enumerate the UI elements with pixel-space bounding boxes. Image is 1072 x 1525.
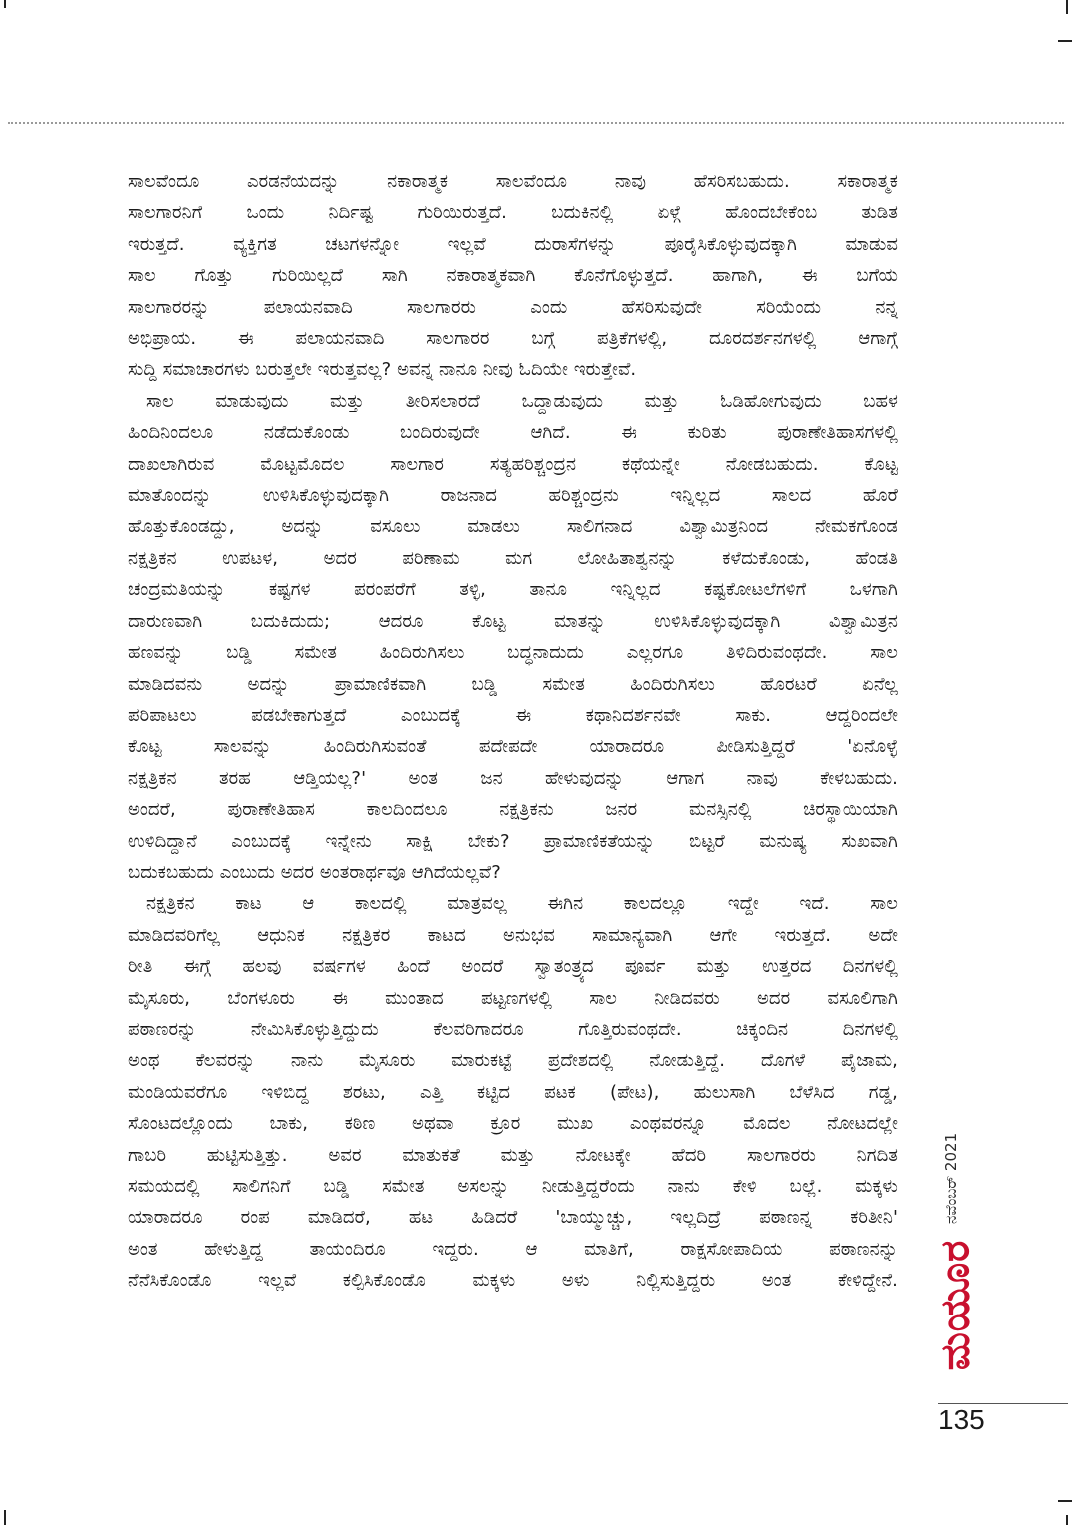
article-line: ಸಾಲ ಮಾಡುವುದು ಮತ್ತು ತೀರಿಸಲಾರದೆ ಒದ್ದಾಡುವುದು ಮತ್ತು ಓಡಿಹೋಗುವುದು ಬಹಳ xyxy=(146,390,898,412)
article-line: ನೆನೆಸಿಕೊಂಡೊ ಇಲ್ಲವೆ ಕಲ್ಪಿಸಿಕೊಂಡೊ ಮಕ್ಕಳು ಅಳು ನಿಲ್ಲಿಸುತ್ತಿದ್ದರು ಅಂತ ಕೇಳಿದ್ದೇನೆ. xyxy=(128,1270,898,1292)
article-body xyxy=(128,166,898,1297)
issue-date: ನವೆಂಬರ್ 2021 xyxy=(942,1132,960,1224)
article-line: ಸಾಲಗಾರರನ್ನು ಪಲಾಯನವಾದಿ ಸಾಲಗಾರರು ಎಂದು ಹೆಸರಿಸುವುದೇ ಸರಿಯೆಂದು ನನ್ನ xyxy=(128,296,898,318)
article-line: ಯಾರಾದರೂ ರಂಪ ಮಾಡಿದರೆ, ಹಟ ಹಿಡಿದರೆ 'ಬಾಯ್ಮುಚ್ಚು, ಇಲ್ಲದಿದ್ರೆ ಪಠಾಣನ್ನ ಕರಿತೀನಿ' xyxy=(128,1207,898,1229)
article-line: ಸಮಯದಲ್ಲಿ ಸಾಲಿಗನಿಗೆ ಬಡ್ಡಿ ಸಮೇತ ಅಸಲನ್ನು ನೀಡುತ್ತಿದ್ದರೆಂದು ನಾನು ಕೇಳಿ ಬಲ್ಲೆ. ಮಕ್ಕಳು xyxy=(128,1176,898,1197)
header-dotted-rule xyxy=(8,122,1064,124)
article-line: ಸಾಲಗಾರನಿಗೆ ಒಂದು ನಿರ್ದಿಷ್ಟ ಗುರಿಯಿರುತ್ತದೆ. ಬದುಕಿನಲ್ಲಿ ಏಳ್ಗೆ ಹೊಂದಬೇಕೆಂಬ ತುಡಿತ xyxy=(128,202,898,224)
article-line: ಸೊಂಟದಲ್ಲೊಂದು ಬಾಕು, ಕಠಿಣ ಅಥವಾ ಕ್ರೂರ ಮುಖ ಎಂಥವರನ್ನೂ ಮೊದಲ ನೋಟದಲ್ಲೇ xyxy=(128,1113,898,1135)
magazine-logo xyxy=(932,1212,978,1398)
article-line: ಪಠಾಣರನ್ನು ನೇಮಿಸಿಕೊಳ್ಳುತ್ತಿದ್ದುದು ಕೆಲವರಿಗಾದರೂ ಗೊತ್ತಿರುವಂಥದೇ. ಚಿಕ್ಕಂದಿನ ದಿನಗಳಲ್ಲಿ xyxy=(128,1018,898,1040)
crop-mark-bottom-left xyxy=(4,1510,6,1525)
crop-mark-top-left xyxy=(4,0,6,8)
magazine-name: ಮಯೂರ xyxy=(932,1239,978,1371)
article-line: ಇರುತ್ತದೆ. ವ್ಯಕ್ತಿಗತ ಚಟಗಳನ್ನೋ ಇಲ್ಲವೆ ದುರಾಸೆಗಳನ್ನು ಪೂರೈಸಿಕೊಳ್ಳುವುದಕ್ಕಾಗಿ ಮಾಡುವ xyxy=(128,233,898,255)
article-line: ಅಭಿಪ್ರಾಯ. ಈ ಪಲಾಯನವಾದಿ ಸಾಲಗಾರರ ಬಗ್ಗೆ ಪತ್ರಿಕೆಗಳಲ್ಲಿ, ದೂರದರ್ಶನಗಳಲ್ಲಿ ಆಗಾಗ್ಗೆ xyxy=(128,328,898,350)
article-line: ಹೊತ್ತುಕೊಂಡದ್ದು, ಅದನ್ನು ವಸೂಲು ಮಾಡಲು ಸಾಲಿಗನಾದ ವಿಶ್ವಾಮಿತ್ರನಿಂದ ನೇಮಕಗೊಂಡ xyxy=(128,516,898,538)
article-line: ಬದುಕಬಹುದು ಎಂಬುದು ಅದರ ಅಂತರಾರ್ಥವೂ ಆಗಿದೆಯಲ್ಲವೆ? xyxy=(128,861,501,883)
article-line: ಮಾಡಿದವನು ಅದನ್ನು ಪ್ರಾಮಾಣಿಕವಾಗಿ ಬಡ್ಡಿ ಸಮೇತ ಹಿಂದಿರುಗಿಸಲು ಹೊರಟರೆ ಏನೆಲ್ಲ xyxy=(128,673,898,695)
article-line: ದಾಖಲಾಗಿರುವ ಮೊಟ್ಟಮೊದಲ ಸಾಲಗಾರ ಸತ್ಯಹರಿಶ್ಚಂದ್ರನ ಕಥೆಯನ್ನೇ ನೋಡಬಹುದು. ಕೊಟ್ಟ xyxy=(128,453,898,475)
article-line: ಮಾಡಿದವರಿಗೆಲ್ಲ ಆಧುನಿಕ ನಕ್ಷತ್ರಿಕರ ಕಾಟದ ಅನುಭವ ಸಾಮಾನ್ಯವಾಗಿ ಆಗೇ ಇರುತ್ತದೆ. ಅದೇ xyxy=(128,924,898,946)
article-line: ಮೈಸೂರು, ಬೆಂಗಳೂರು ಈ ಮುಂತಾದ ಪಟ್ಟಣಗಳಲ್ಲಿ ಸಾಲ ನೀಡಿದವರು ಅದರ ವಸೂಲಿಗಾಗಿ xyxy=(128,987,898,1009)
article-line: ಕೊಟ್ಟ ಸಾಲವನ್ನು ಹಿಂದಿರುಗಿಸುವಂತೆ ಪದೇಪದೇ ಯಾರಾದರೂ ಪೀಡಿಸುತ್ತಿದ್ದರೆ 'ಏನೊಳ್ಳೆ xyxy=(128,736,898,758)
article-line: ಸಾಲ ಗೊತ್ತು ಗುರಿಯಿಲ್ಲದೆ ಸಾಗಿ ನಕಾರಾತ್ಮಕವಾಗಿ ಕೊನೆಗೊಳ್ಳುತ್ತದೆ. ಹಾಗಾಗಿ, ಈ ಬಗೆಯ xyxy=(128,265,898,287)
article-line: ನಕ್ಷತ್ರಿಕನ ಕಾಟ ಆ ಕಾಲದಲ್ಲಿ ಮಾತ್ರವಲ್ಲ ಈಗಿನ ಕಾಲದಲ್ಲೂ ಇದ್ದೇ ಇದೆ. ಸಾಲ xyxy=(146,893,898,915)
article-line: ನಕ್ಷತ್ರಿಕನ ಉಪಟಳ, ಅದರ ಪರಿಣಾಮ ಮಗ ಲೋಹಿತಾಶ್ವನನ್ನು ಕಳೆದುಕೊಂಡು, ಹೆಂಡತಿ xyxy=(128,547,898,569)
article-line: ರೀತಿ ಈಗ್ಗೆ ಹಲವು ವರ್ಷಗಳ ಹಿಂದೆ ಅಂದರೆ ಸ್ವಾತಂತ್ರ್ಯದ ಪೂರ್ವ ಮತ್ತು ಉತ್ತರದ ದಿನಗಳಲ್ಲಿ xyxy=(128,956,898,978)
crop-mark-top-right xyxy=(1066,0,1068,14)
article-line: ದಾರುಣವಾಗಿ ಬದುಕಿದುದು; ಆದರೂ ಕೊಟ್ಟ ಮಾತನ್ನು ಉಳಿಸಿಕೊಳ್ಳುವುದಕ್ಕಾಗಿ ವಿಶ್ವಾಮಿತ್ರನ xyxy=(128,610,898,632)
article-line: ಅಂಥ ಕೆಲವರನ್ನು ನಾನು ಮೈಸೂರು ಮಾರುಕಟ್ಟೆ ಪ್ರದೇಶದಲ್ಲಿ ನೋಡುತ್ತಿದ್ದೆ. ದೊಗಳೆ ಪೈಜಾಮ, xyxy=(128,1050,898,1072)
article-line: ಉಳಿದಿದ್ದಾನೆ ಎಂಬುದಕ್ಕೆ ಇನ್ನೇನು ಸಾಕ್ಷಿ ಬೇಕು? ಪ್ರಾಮಾಣಿಕತೆಯನ್ನು ಬಿಟ್ಟರೆ ಮನುಷ್ಯ ಸುಖವಾಗಿ xyxy=(128,830,898,852)
article-line: ಸುದ್ದಿ ಸಮಾಚಾರಗಳು ಬರುತ್ತಲೇ ಇರುತ್ತವಲ್ಲ? ಅವನ್ನ ನಾನೂ ನೀವು ಓದಿಯೇ ಇರುತ್ತೇವೆ. xyxy=(128,359,637,381)
article-line: ಮಂಡಿಯವರೆಗೂ ಇಳಿಬಿದ್ದ ಶರಟು, ಎತ್ತಿ ಕಟ್ಟಿದ ಪಟಕ (ಪೇಟ), ಹುಲುಸಾಗಿ ಬೆಳೆಸಿದ ಗಡ್ಡ, xyxy=(128,1081,898,1103)
article-line: ಗಾಬರಿ ಹುಟ್ಟಿಸುತ್ತಿತ್ತು. ಅವರ ಮಾತುಕತೆ ಮತ್ತು ನೋಟಕ್ಕೇ ಹೆದರಿ ಸಾಲಗಾರರು ನಿಗದಿತ xyxy=(128,1144,898,1166)
article-line: ಮಾತೊಂದನ್ನು ಉಳಿಸಿಕೊಳ್ಳುವುದಕ್ಕಾಗಿ ರಾಜನಾದ ಹರಿಶ್ಚಂದ್ರನು ಇನ್ನಿಲ್ಲದ ಸಾಲದ ಹೊರೆ xyxy=(128,485,898,507)
article-line: ಅಂತ ಹೇಳುತ್ತಿದ್ದ ತಾಯಂದಿರೂ ಇದ್ದರು. ಆ ಮಾತಿಗೆ, ರಾಕ್ಷಸೋಪಾದಿಯ ಪಠಾಣನನ್ನು xyxy=(128,1238,898,1260)
article-line: ನಕ್ಷತ್ರಿಕನ ತರಹ ಆಡ್ತಿಯಲ್ಲ?' ಅಂತ ಜನ ಹೇಳುವುದನ್ನು ಆಗಾಗ ನಾವು ಕೇಳಬಹುದು. xyxy=(128,767,898,789)
article-line: ಚಂದ್ರಮತಿಯನ್ನು ಕಷ್ಟಗಳ ಪರಂಪರೆಗೆ ತಳ್ಳಿ, ತಾನೂ ಇನ್ನಿಲ್ಲದ ಕಷ್ಟಕೋಟಲೆಗಳಿಗೆ ಒಳಗಾಗಿ xyxy=(128,579,898,601)
crop-mark-bottom-right-horizontal xyxy=(1058,1500,1072,1502)
crop-mark-top-right-horizontal xyxy=(1058,40,1072,42)
article-line: ಹಣವನ್ನು ಬಡ್ಡಿ ಸಮೇತ ಹಿಂದಿರುಗಿಸಲು ಬದ್ಧನಾದುದು ಎಲ್ಲರಗೂ ತಿಳಿದಿರುವಂಥದೇ. ಸಾಲ xyxy=(128,642,898,664)
article-line: ಹಿಂದಿನಿಂದಲೂ ನಡೆದುಕೊಂಡು ಬಂದಿರುವುದೇ ಆಗಿದೆ. ಈ ಕುರಿತು ಪುರಾಣೇತಿಹಾಸಗಳಲ್ಲಿ xyxy=(128,422,898,444)
article-line: ಸಾಲವೆಂದೂ ಎರಡನೆಯದನ್ನು ನಕಾರಾತ್ಮಕ ಸಾಲವೆಂದೂ ನಾವು ಹೆಸರಿಸಬಹುದು. ಸಕಾರಾತ್ಮಕ xyxy=(128,171,898,192)
crop-mark-bottom-right xyxy=(1066,1515,1068,1525)
page-number: 135 xyxy=(938,1404,985,1435)
article-line: ಅಂದರೆ, ಪುರಾಣೇತಿಹಾಸ ಕಾಲದಿಂದಲೂ ನಕ್ಷತ್ರಿಕನು ಜನರ ಮನಸ್ಸಿನಲ್ಲಿ ಚಿರಸ್ಥಾಯಿಯಾಗಿ xyxy=(128,799,898,821)
article-line: ಪರಿಪಾಟಲು ಪಡಬೇಕಾಗುತ್ತದೆ ಎಂಬುದಕ್ಕೆ ಈ ಕಥಾನಿದರ್ಶನವೇ ಸಾಕು. ಆದ್ದರಿಂದಲೇ xyxy=(128,704,898,726)
